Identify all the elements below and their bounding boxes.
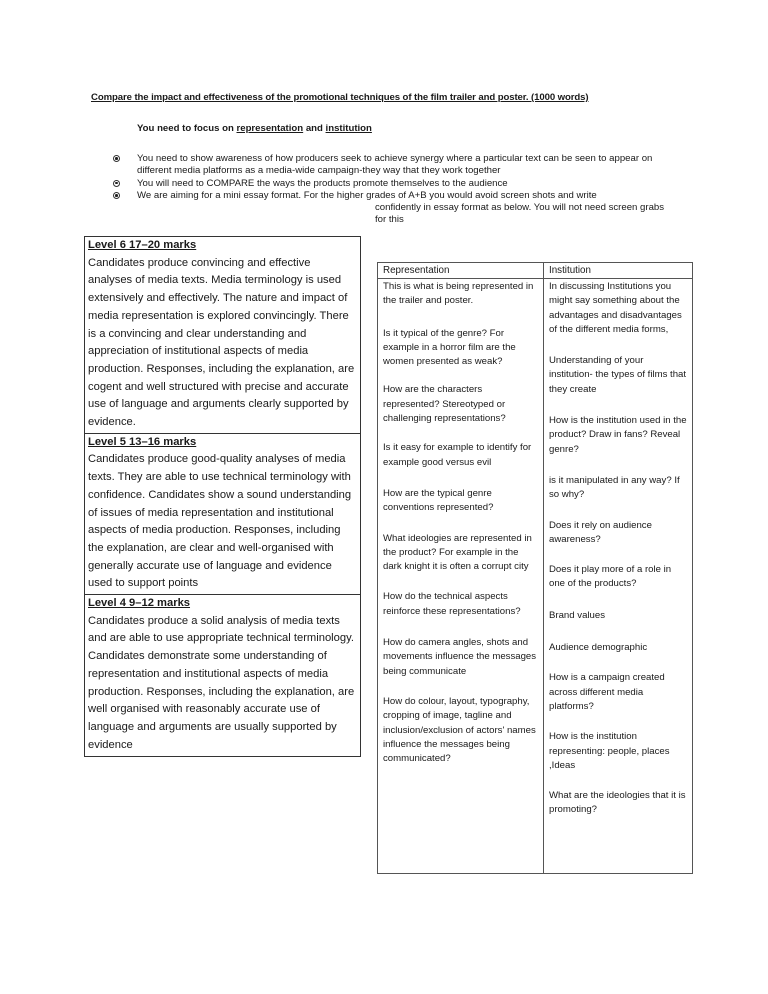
institution-point: How is the institution used in the product? Draw in fans? Reveal genre? — [549, 415, 687, 455]
representation-point: Is it typical of the genre? For example in a horror film are the women presented as weak? — [383, 327, 516, 368]
focus-prefix: You need to focus on — [137, 123, 237, 134]
instruction-bullets — [113, 153, 673, 227]
institution-column — [544, 263, 692, 873]
bullet-text: You will need to COMPARE the ways the products promote themselves to the audience — [137, 177, 508, 189]
focus-term-institution: institution — [325, 123, 372, 134]
column-header-representation: Representation — [378, 263, 543, 279]
institution-point: Brand values — [549, 609, 605, 621]
level-title: Level 5 13–16 marks — [88, 435, 197, 448]
radio-bullet-icon — [113, 180, 120, 187]
representation-point: How do the technical aspects reinforce these representations? — [383, 591, 521, 617]
focus-instruction — [137, 123, 372, 134]
institution-point: How is a campaign created across different media platforms? — [549, 672, 665, 712]
column-header-institution: Institution — [544, 263, 692, 279]
institution-point: What are the ideologies that it is promoting? — [549, 790, 686, 816]
level-description: Candidates produce convincing and effective analyses of media texts. Media terminology is used extensively and effectively. The nature and impact of media representation is explored convincingly. There is a convincing and clear understanding and appreciation of institutional aspects of media production. Responses, including the explanation, are cogent and well structured with precise and accurate use of language and arguments clearly supported by evidence. — [88, 256, 355, 429]
bullet-continuation: confidently in essay format as below. You will not need screen grabs for this — [375, 202, 665, 226]
representation-point: How are the characters represented? Stereotyped or challenging representations? — [383, 384, 506, 425]
representation-column — [378, 263, 544, 873]
radio-bullet-icon — [113, 155, 120, 162]
institution-point: Does it rely on audience awareness? — [549, 519, 652, 545]
representation-point: Is it easy for example to identify for example good versus evil — [383, 442, 532, 468]
level-4 — [85, 595, 360, 756]
representation-point: This is what is being represented in the trailer and poster. — [383, 281, 534, 307]
focus-joiner: and — [303, 123, 326, 134]
institution-point: Does it play more of a role in one of the products? — [549, 564, 672, 590]
level-title: Level 4 9–12 marks — [88, 597, 191, 610]
bullet-item — [113, 153, 673, 178]
institution-point: is it manipulated in any way? If so why? — [549, 474, 680, 501]
level-6 — [85, 237, 360, 434]
institution-point: How is the institution representing: people, places ,Ideas — [549, 731, 670, 771]
bullet-text: You need to show awareness of how producers seek to achieve synergy where a particular text can be seen to appear on different media platforms as a media-wide campaign-they way that they work together — [137, 153, 653, 177]
page-title: Compare the impact and effectiveness of the promotional techniques of the film trailer and poster. (1000 words) — [91, 92, 589, 103]
bullet-text: We are aiming for a mini essay format. For the higher grades of A+B you would avoid screen shots and write — [137, 189, 597, 201]
representation-point: How do camera angles, shots and movements influence the messages being communicate — [383, 637, 537, 677]
guide-table — [377, 262, 693, 874]
focus-term-representation: representation — [236, 123, 304, 134]
level-description: Candidates produce good-quality analyses of media texts. They are able to use technical terminology with confidence. Candidates show a sound understanding of issues of media representation and institutional aspects of media production. Responses, including the explanation, are clear and well-organised with generally accurate use of language and evidence used to support points — [88, 453, 352, 590]
radio-bullet-icon — [113, 192, 120, 199]
institution-point: In discussing Institutions you might say something about the advantages and disadvantages of the different media forms, — [549, 281, 682, 335]
level-5 — [85, 434, 360, 595]
institution-point: Audience demographic — [549, 642, 648, 654]
institution-cell — [544, 279, 692, 835]
bullet-item — [113, 178, 673, 190]
representation-point: How do colour, layout, typography, cropping of image, tagline and inclusion/exclusion of actors' names influence the messages being communicated? — [383, 695, 536, 765]
representation-point: How are the typical genre conventions represented? — [383, 487, 494, 514]
level-description: Candidates produce a solid analysis of media texts and are able to use appropriate technical terminology. Candidates demonstrate some understanding of representation and institutional aspects of media production. Responses, including the explanation, are well organised with reasonably accurate use of language and arguments are usually supported by evidence — [88, 614, 355, 751]
bullet-item — [113, 190, 673, 202]
representation-cell — [378, 279, 543, 783]
mark-scheme-box — [84, 236, 361, 757]
institution-point: Understanding of your institution- the types of films that they create — [549, 355, 687, 395]
level-title: Level 6 17–20 marks — [88, 239, 197, 251]
representation-point: What ideologies are represented in the product? For example in the dark knight it is often a corrupt city — [383, 532, 532, 573]
